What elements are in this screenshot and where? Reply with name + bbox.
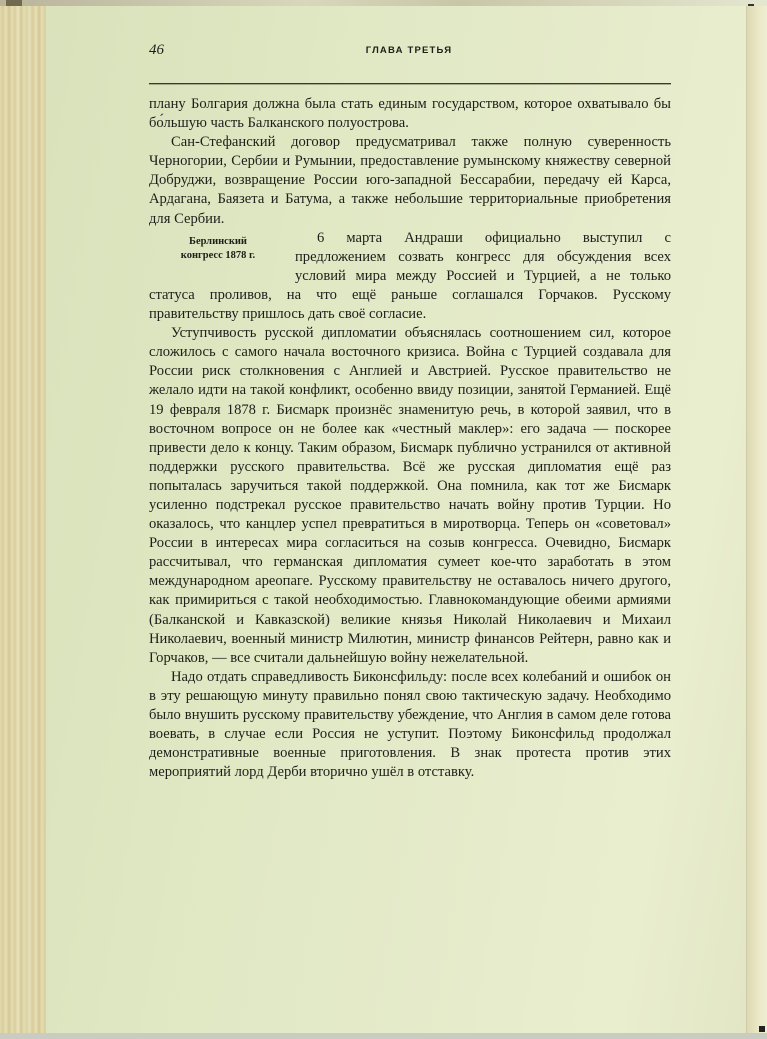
body-text [149,95,671,782]
page-number: 46 [149,42,164,58]
page-right-margin-fold [746,6,767,1033]
paragraph: Сан-Стефанский договор предусматривал также полную суверенность Черногории, Сербии и Румынии, предоставление румынскому княжеству северной Добруджи, возвращение России юго-западной Бессарабии, передачу ей Карса, Ардагана, Баязета и Батума, а также небольшие территориальные приобретения для Сербии. [149,134,671,227]
header-rule [149,83,671,84]
paragraph: плану Болгария должна была стать единым государством, которое охватывало бы бо́льшую часть Балканского полуострова. [149,96,671,132]
running-head: ГЛАВА ТРЕТЬЯ [365,45,453,56]
sidenote-line: конгресс 1878 г. [180,249,256,261]
page-header [149,42,669,64]
sidenote-paragraph [149,229,671,324]
scan-bottom-edge [0,1033,767,1039]
paragraph: Надо отдать справедливость Биконсфильду: после всех колебаний и ошибок он в эту решающую минуту правильно понял свою тактическую задачу. Необходимо было внушить русскому правительству убеждение, что Англия в самом деле готова воевать, в случае если Россия не уступит. Поэтому Биконсфильд продолжал демонстративные военные приготовления. В знак протеста против этих мероприятий лорд Дерби вторично ушёл в отставку. [149,668,671,781]
paragraph: Уступчивость русской дипломатии объяснялась соотношением сил, которое сложилось с самого начала восточного кризиса. Война с Турцией создавала для России риск столкновения с Англией и Австрией. Русское правительство не желало идти на такой конфликт, особенно ввиду позиции, занятой Германией. Ещё 19 февраля 1878 г. Бисмарк произнёс знаменитую речь, в которой заявил, что в восточном вопросе он не более как «честный маклер»: его задача — поскорее привести дело к концу. Таким образом, Бисмарк публично устранился от активной поддержки русского правительства. Всё же русская дипломатия ещё раз попыталась заручиться такой поддержкой. Она помнила, как тот же Бисмарк усиленно подстрекал русское правительство начать войну против Турции. Но оказалось, что канцлер успел превратиться в миротворца. Теперь он «советовал» России в интересах мира согласиться на созыв конгресса. Очевидно, Бисмарк рассчитывал, что германская дипломатия сумеет кое-что заработать в этом международном ареопаге. Русскому правительству не оставалось ничего другого, как примириться с такой необходимостью. Главнокомандующие обеими армиями (Балканской и Кавказской) великие князья Николай Николаевич и Михаил Николаевич, военный министр Милютин, министр финансов Рейтерн, равно как и Горчаков, — все считали дальнейшую войну нежелательной. [149,325,671,666]
paragraph: 6 марта Андраши официально выступил с предложением созвать конгресс для обсуждения всех условий мира между Россией и Турцией, а не только статуса проливов, на что ещё раньше соглашался Горчаков. Русскому правительству пришлось дать своё согласие. [149,229,671,323]
sidenote-line: Берлинский [189,235,247,247]
margin-sidenote [149,229,287,286]
book-page-edges [0,6,47,1033]
scan-corner-mark [759,1026,765,1032]
